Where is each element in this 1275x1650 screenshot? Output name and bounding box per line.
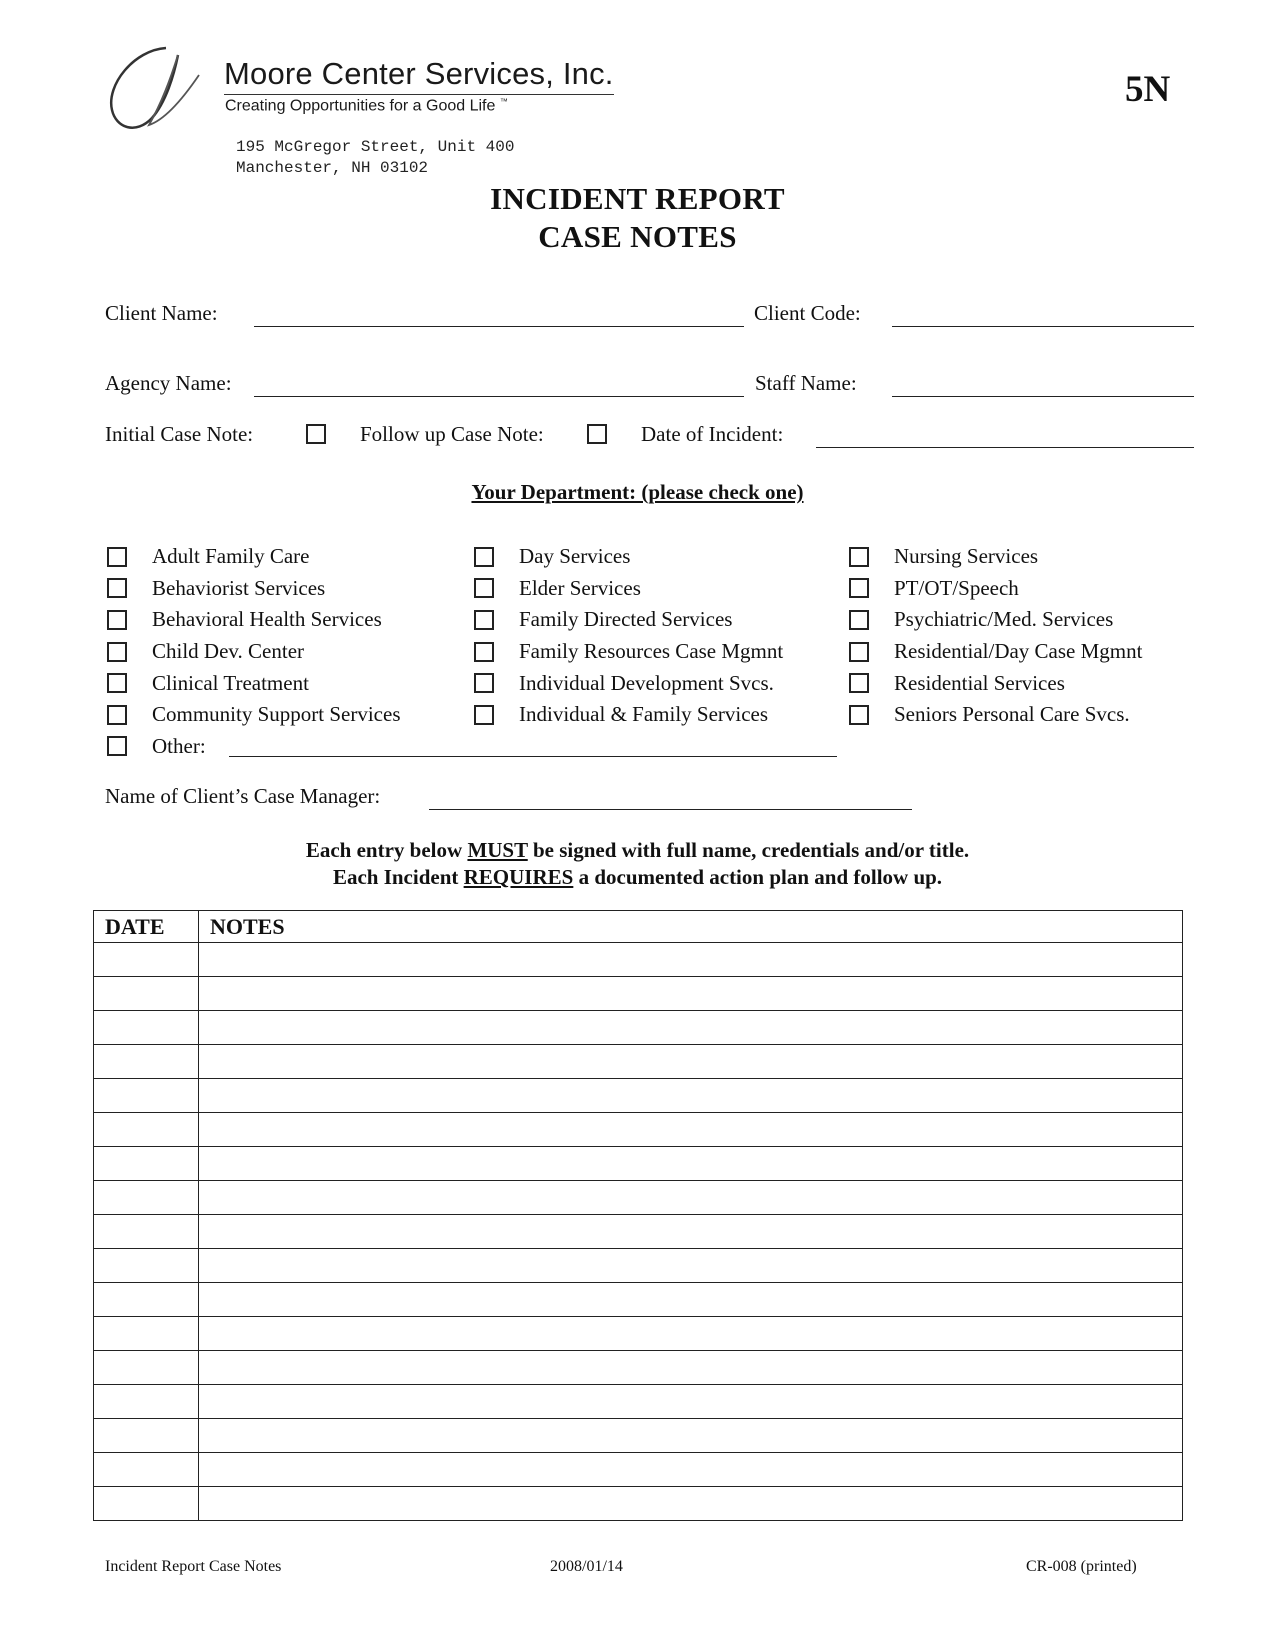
date-of-incident-label: Date of Incident: bbox=[641, 422, 784, 446]
department-checkbox[interactable] bbox=[474, 705, 494, 725]
department-column-2 bbox=[474, 541, 783, 731]
department-option-label: Psychiatric/Med. Services bbox=[894, 607, 1114, 632]
department-option-label: Family Resources Case Mgmnt bbox=[519, 639, 784, 664]
department-option[interactable] bbox=[849, 667, 1142, 699]
date-cell[interactable] bbox=[94, 1147, 199, 1181]
department-option-label: Individual & Family Services bbox=[519, 702, 769, 727]
notes-cell[interactable] bbox=[199, 1181, 1183, 1215]
department-option[interactable] bbox=[474, 573, 783, 605]
logo-swirl-icon bbox=[104, 40, 204, 140]
notes-cell[interactable] bbox=[199, 1249, 1183, 1283]
date-cell[interactable] bbox=[94, 1453, 199, 1487]
table-row bbox=[94, 1011, 1183, 1045]
department-checkbox[interactable] bbox=[474, 610, 494, 630]
department-option-label: Child Dev. Center bbox=[152, 639, 305, 664]
department-option-label: Residential Services bbox=[894, 670, 1065, 695]
department-checkbox[interactable] bbox=[849, 610, 869, 630]
follow-up-case-note-checkbox[interactable] bbox=[587, 424, 607, 444]
department-other-field[interactable] bbox=[229, 756, 837, 757]
department-checkbox-other[interactable] bbox=[107, 736, 127, 756]
department-checkbox[interactable] bbox=[474, 547, 494, 567]
department-option-label: PT/OT/Speech bbox=[894, 575, 1019, 600]
tagline-text: Creating Opportunities for a Good Life bbox=[225, 97, 496, 115]
department-option-other[interactable] bbox=[107, 731, 401, 763]
footer-date: 2008/01/14 bbox=[550, 1558, 623, 1575]
date-cell[interactable] bbox=[94, 1283, 199, 1317]
table-row bbox=[94, 1181, 1183, 1215]
department-option-label: Adult Family Care bbox=[152, 544, 310, 569]
date-cell[interactable] bbox=[94, 1045, 199, 1079]
client-code-label: Client Code: bbox=[754, 301, 861, 325]
initial-case-note-checkbox[interactable] bbox=[306, 424, 326, 444]
department-column-3 bbox=[849, 541, 1142, 731]
table-row bbox=[94, 1419, 1183, 1453]
organization-underline bbox=[224, 94, 614, 95]
table-row bbox=[94, 1453, 1183, 1487]
date-of-incident-field[interactable] bbox=[816, 447, 1194, 448]
department-other-label: Other: bbox=[152, 733, 206, 758]
department-option-label: Behavioral Health Services bbox=[152, 607, 382, 632]
client-name-field[interactable] bbox=[254, 326, 744, 327]
department-checkbox[interactable] bbox=[107, 673, 127, 693]
table-row bbox=[94, 1079, 1183, 1113]
table-header-row bbox=[94, 911, 1183, 943]
notes-cell[interactable] bbox=[199, 1351, 1183, 1385]
date-cell[interactable] bbox=[94, 1079, 199, 1113]
organization-name: Moore Center Services, Inc. bbox=[224, 56, 614, 91]
notes-cell[interactable] bbox=[199, 1079, 1183, 1113]
date-cell[interactable] bbox=[94, 1215, 199, 1249]
department-checkbox[interactable] bbox=[107, 547, 127, 567]
table-row bbox=[94, 1385, 1183, 1419]
date-cell[interactable] bbox=[94, 1385, 199, 1419]
address-line-2: Manchester, NH 03102 bbox=[236, 159, 429, 177]
department-option[interactable] bbox=[474, 636, 783, 668]
notes-column-header: NOTES bbox=[199, 911, 1183, 943]
table-row bbox=[94, 1147, 1183, 1181]
department-heading-text: Your Department: (please check one) bbox=[471, 480, 804, 504]
page-subtitle: CASE NOTES bbox=[538, 219, 737, 254]
date-cell[interactable] bbox=[94, 1351, 199, 1385]
department-column-1 bbox=[107, 541, 401, 762]
department-option-label: Nursing Services bbox=[894, 544, 1039, 569]
department-checkbox[interactable] bbox=[474, 673, 494, 693]
department-option[interactable] bbox=[849, 573, 1142, 605]
instruction-line-2 bbox=[0, 865, 1275, 890]
department-checkbox[interactable] bbox=[849, 578, 869, 598]
date-cell[interactable] bbox=[94, 1419, 199, 1453]
date-cell[interactable] bbox=[94, 943, 199, 977]
notes-cell[interactable] bbox=[199, 1113, 1183, 1147]
follow-up-case-note-label: Follow up Case Note: bbox=[360, 422, 544, 446]
case-manager-field[interactable] bbox=[429, 809, 912, 810]
department-checkbox[interactable] bbox=[107, 610, 127, 630]
department-checkbox[interactable] bbox=[474, 578, 494, 598]
table-row bbox=[94, 1215, 1183, 1249]
department-option[interactable] bbox=[107, 667, 401, 699]
case-manager-label: Name of Client’s Case Manager: bbox=[105, 784, 381, 808]
instruction-2-post: a documented action plan and follow up. bbox=[573, 865, 943, 889]
notes-cell[interactable] bbox=[199, 1147, 1183, 1181]
department-option[interactable] bbox=[107, 573, 401, 605]
notes-table bbox=[93, 910, 1183, 1521]
date-cell[interactable] bbox=[94, 977, 199, 1011]
organization-tagline bbox=[225, 97, 508, 115]
footer-document-name: Incident Report Case Notes bbox=[105, 1558, 282, 1575]
notes-cell[interactable] bbox=[199, 1011, 1183, 1045]
notes-cell[interactable] bbox=[199, 1283, 1183, 1317]
page-title: INCIDENT REPORT bbox=[490, 181, 785, 216]
department-option[interactable] bbox=[107, 541, 401, 573]
instruction-line-1 bbox=[0, 838, 1275, 863]
address-line-1: 195 McGregor Street, Unit 400 bbox=[236, 138, 515, 156]
department-option[interactable] bbox=[849, 636, 1142, 668]
client-code-field[interactable] bbox=[892, 326, 1194, 327]
notes-cell[interactable] bbox=[199, 943, 1183, 977]
initial-case-note-label: Initial Case Note: bbox=[105, 422, 254, 446]
department-checkbox[interactable] bbox=[474, 642, 494, 662]
table-row bbox=[94, 1283, 1183, 1317]
department-option[interactable] bbox=[474, 699, 783, 731]
form-code: 5N bbox=[1125, 69, 1171, 110]
notes-cell[interactable] bbox=[199, 1487, 1183, 1521]
department-checkbox[interactable] bbox=[849, 642, 869, 662]
department-option-label: Clinical Treatment bbox=[152, 670, 309, 695]
department-option-label: Individual Development Svcs. bbox=[519, 670, 774, 695]
department-option[interactable] bbox=[474, 604, 783, 636]
notes-cell[interactable] bbox=[199, 1385, 1183, 1419]
department-option[interactable] bbox=[474, 541, 783, 573]
department-checkbox[interactable] bbox=[107, 642, 127, 662]
department-checkbox[interactable] bbox=[107, 705, 127, 725]
department-option[interactable] bbox=[849, 604, 1142, 636]
date-cell[interactable] bbox=[94, 1181, 199, 1215]
department-option-label: Elder Services bbox=[519, 575, 641, 600]
client-name-label: Client Name: bbox=[105, 301, 218, 325]
instruction-1-emphasis: MUST bbox=[467, 838, 528, 862]
department-option-label: Residential/Day Case Mgmnt bbox=[894, 639, 1143, 664]
table-row bbox=[94, 1045, 1183, 1079]
table-row bbox=[94, 1487, 1183, 1521]
table-row bbox=[94, 1351, 1183, 1385]
table-row bbox=[94, 1113, 1183, 1147]
notes-cell[interactable] bbox=[199, 1453, 1183, 1487]
department-checkbox[interactable] bbox=[849, 673, 869, 693]
department-option[interactable] bbox=[849, 541, 1142, 573]
department-option-label: Community Support Services bbox=[152, 702, 401, 727]
department-option[interactable] bbox=[474, 667, 783, 699]
notes-cell[interactable] bbox=[199, 1419, 1183, 1453]
notes-cell[interactable] bbox=[199, 977, 1183, 1011]
date-cell[interactable] bbox=[94, 1249, 199, 1283]
department-heading bbox=[0, 480, 1275, 505]
department-option[interactable] bbox=[107, 636, 401, 668]
date-cell[interactable] bbox=[94, 1317, 199, 1351]
date-cell[interactable] bbox=[94, 1113, 199, 1147]
instruction-2-emphasis: REQUIRES bbox=[463, 865, 574, 889]
instruction-2-pre: Each Incident bbox=[332, 865, 464, 889]
instruction-1-pre: Each entry below bbox=[305, 838, 468, 862]
table-row bbox=[94, 977, 1183, 1011]
department-option[interactable] bbox=[107, 699, 401, 731]
department-option[interactable] bbox=[107, 604, 401, 636]
department-checkbox[interactable] bbox=[849, 705, 869, 725]
trademark-mark: ™ bbox=[499, 97, 508, 106]
table-row bbox=[94, 1317, 1183, 1351]
agency-name-label: Agency Name: bbox=[105, 371, 232, 395]
department-checkbox[interactable] bbox=[849, 547, 869, 567]
table-row bbox=[94, 943, 1183, 977]
table-row bbox=[94, 1249, 1183, 1283]
date-cell[interactable] bbox=[94, 1011, 199, 1045]
staff-name-label: Staff Name: bbox=[755, 371, 857, 395]
notes-cell[interactable] bbox=[199, 1215, 1183, 1249]
footer-form-number: CR-008 (printed) bbox=[1026, 1558, 1137, 1575]
agency-name-field[interactable] bbox=[254, 396, 744, 397]
department-checkbox[interactable] bbox=[107, 578, 127, 598]
date-column-header: DATE bbox=[94, 911, 199, 943]
notes-cell[interactable] bbox=[199, 1317, 1183, 1351]
instruction-1-post: be signed with full name, credentials and/or title. bbox=[527, 838, 970, 862]
department-option-label: Behaviorist Services bbox=[152, 575, 326, 600]
department-option-label: Day Services bbox=[519, 544, 631, 569]
notes-cell[interactable] bbox=[199, 1045, 1183, 1079]
date-cell[interactable] bbox=[94, 1487, 199, 1521]
department-option[interactable] bbox=[849, 699, 1142, 731]
staff-name-field[interactable] bbox=[892, 396, 1194, 397]
department-option-label: Seniors Personal Care Svcs. bbox=[894, 702, 1130, 727]
department-option-label: Family Directed Services bbox=[519, 607, 733, 632]
